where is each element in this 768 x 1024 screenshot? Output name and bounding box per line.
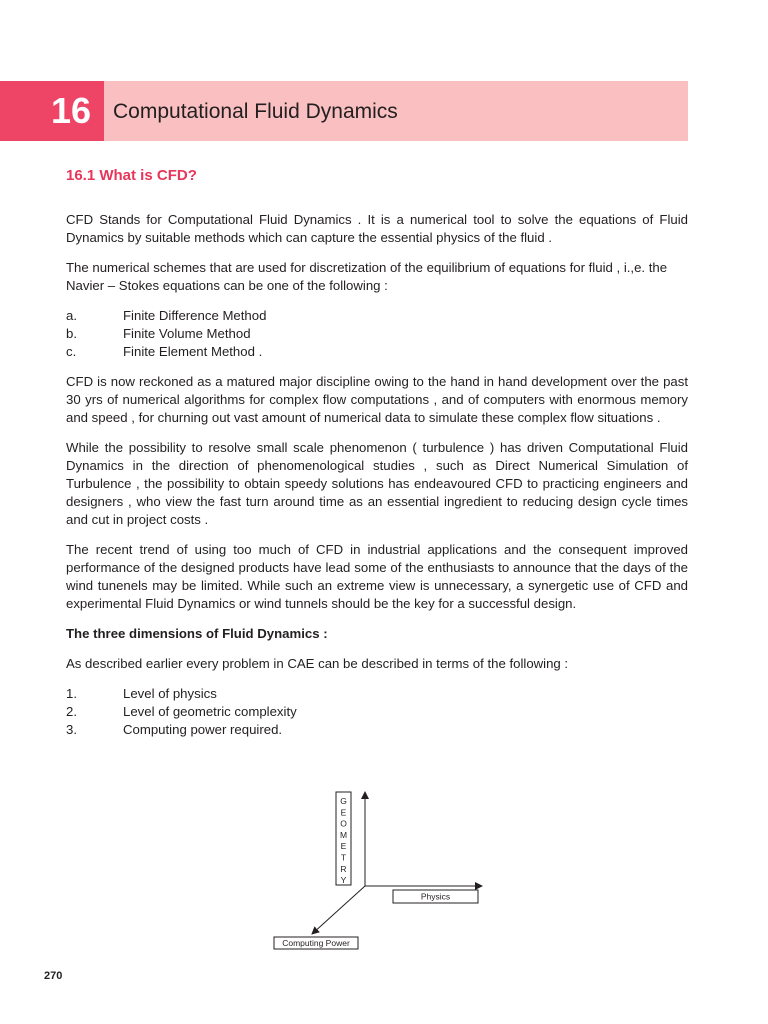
dimensions-list: [66, 685, 688, 739]
list-item: [66, 703, 688, 721]
paragraph-recent-trend: The recent trend of using too much of CFD in industrial applications and the consequent improved performance of the designed products have lead some of the enthusiasts to announce that the days of the wind tunenels may be limited. While such an extreme view is unnecessary, a synergetic use of CFD and experimental Fluid Dynamics or wind tunnels should be the key for a successful design.: [66, 542, 688, 611]
paragraph-numerical-schemes: The numerical schemes that are used for discretization of the equilibrium of equations for fluid , i.,e. the Navier – Stokes equations can be one of the following :: [66, 260, 668, 293]
geometry-letter: E: [340, 807, 347, 818]
paragraph-cfd-definition: CFD Stands for Computational Fluid Dynamics . It is a numerical tool to solve the equations of Fluid Dynamics by suitable methods which can capture the essential physics of the fluid .: [66, 212, 688, 245]
geometry-letter: O: [340, 818, 347, 829]
geometry-letter: R: [340, 863, 347, 874]
chapter-title: Computational Fluid Dynamics: [113, 100, 398, 123]
list-text: Level of physics: [123, 686, 217, 701]
geometry-letter: Y: [340, 875, 347, 886]
geometry-letter: E: [340, 841, 347, 852]
list-item: [66, 721, 688, 739]
list-marker: a.: [66, 308, 77, 323]
paragraph-cae-terms: As described earlier every problem in CAE can be described in terms of the following :: [66, 656, 569, 671]
list-text: Finite Difference Method: [123, 308, 267, 323]
list-item: [66, 343, 688, 361]
list-marker: c.: [66, 344, 77, 359]
list-marker: 1.: [66, 686, 77, 701]
list-text: Finite Volume Method: [123, 326, 251, 341]
list-item: [66, 307, 688, 325]
computing-power-label: Computing Power: [282, 938, 350, 948]
list-text: Finite Element Method .: [123, 344, 263, 359]
computing-power-axis: [312, 886, 365, 934]
body-text: [66, 211, 688, 751]
list-marker: 2.: [66, 704, 77, 719]
list-marker: b.: [66, 326, 77, 341]
section-heading: 16.1 What is CFD?: [66, 167, 197, 184]
chapter-number: 16: [0, 81, 104, 141]
subheading-three-dimensions: The three dimensions of Fluid Dynamics :: [66, 626, 328, 641]
dimensions-diagram: [260, 784, 500, 954]
geometry-letter: M: [339, 829, 348, 840]
list-marker: 3.: [66, 722, 77, 737]
methods-list: [66, 307, 688, 361]
paragraph-matured-discipline: CFD is now reckoned as a matured major discipline owing to the hand in hand development over the past 30 yrs of numerical algorithms for complex flow computations , and of computers with enormous memory and speed , for churning out vast amount of numerical data to simulate these complex flow situations .: [66, 374, 688, 425]
geometry-letter: T: [340, 852, 347, 863]
list-text: Computing power required.: [123, 722, 283, 737]
chapter-header: [0, 81, 688, 141]
page-number: 270: [44, 970, 63, 982]
physics-label: Physics: [420, 891, 451, 902]
list-item: [66, 325, 688, 343]
paragraph-turbulence: While the possibility to resolve small scale phenomenon ( turbulence ) has driven Computational Fluid Dynamics in the direction of phenomenological studies , such as Direct Numerical Simulation of Turbulence , the possibility to obtain speedy solutions has endeavoured CFD to practicing engineers and designers , who view the fast turn around time as an essential ingredient to reducing design cycle times and cut in project costs .: [66, 440, 688, 527]
list-text: Level of geometric complexity: [123, 704, 297, 719]
geometry-letter: G: [340, 796, 347, 806]
list-item: [66, 685, 688, 703]
